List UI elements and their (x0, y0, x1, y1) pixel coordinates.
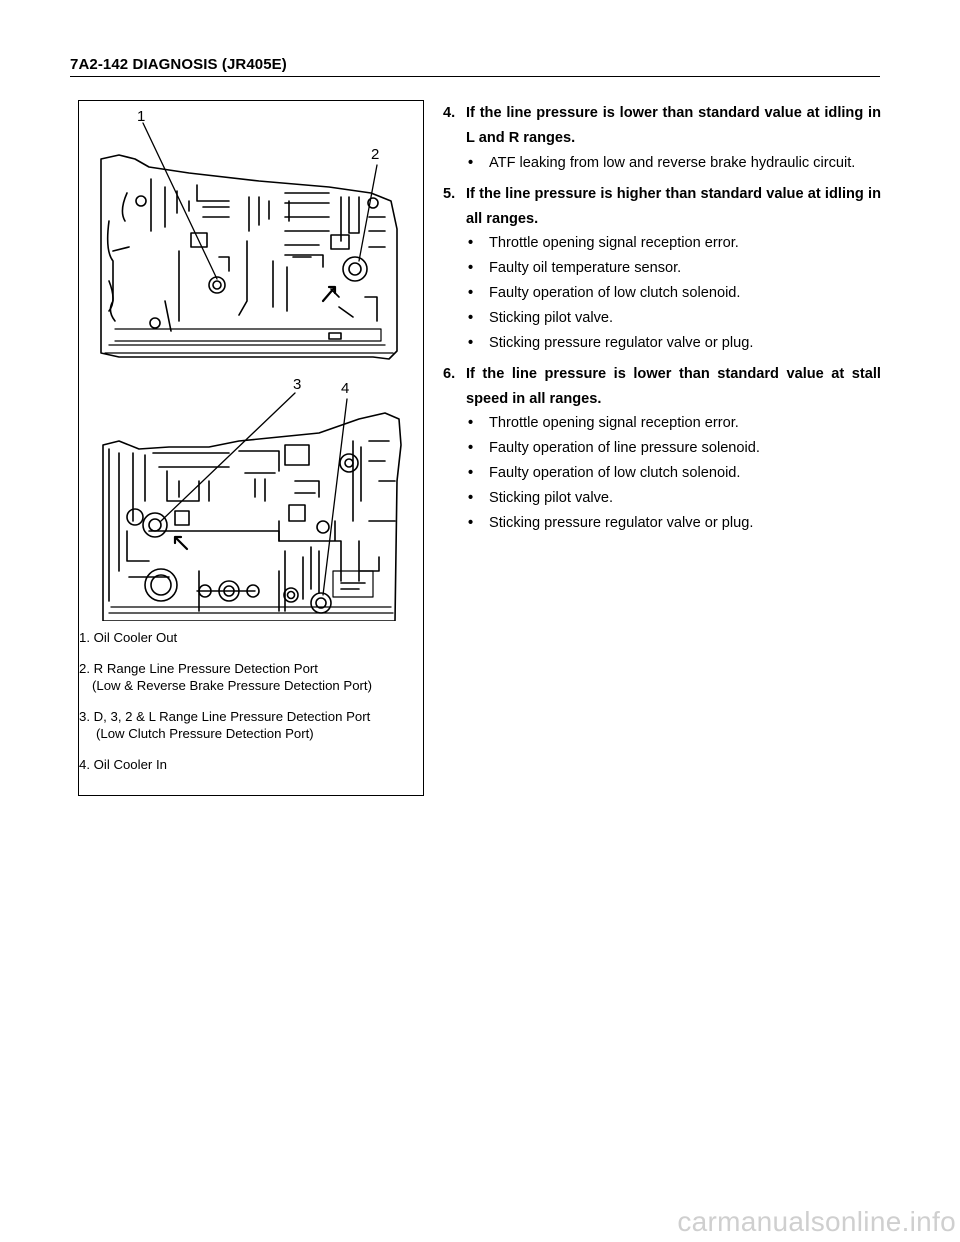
section-4-heading (443, 101, 881, 151)
list-item (466, 257, 881, 280)
legend-item-4-text: 4. Oil Cooler In (79, 757, 167, 772)
diagnosis-text-column (443, 101, 881, 542)
section-6 (443, 362, 881, 535)
list-item-text: ATF leaking from low and reverse brake hydraulic circuit. (489, 155, 856, 171)
bullet-icon: • (468, 415, 474, 431)
section-6-list (443, 412, 881, 535)
bullet-icon: • (468, 155, 474, 171)
header-divider (70, 76, 880, 77)
section-5-list (443, 232, 881, 355)
transmission-diagram (79, 101, 423, 621)
list-item (466, 151, 881, 175)
list-item-text: Sticking pressure regulator valve or plug. (489, 335, 754, 351)
leader-line-3 (161, 393, 295, 521)
legend-item-2 (79, 660, 419, 694)
page-header-title: 7A2-142 DIAGNOSIS (JR405E) (70, 56, 287, 73)
section-4-title: If the line pressure is lower than standard value at idling in L and R ranges. (466, 105, 881, 146)
callout-3: 3 (293, 376, 302, 393)
section-4-list (443, 151, 881, 175)
list-item (466, 332, 881, 355)
bullet-icon: • (468, 310, 474, 326)
callout-2: 2 (371, 146, 380, 163)
legend-item-1 (79, 629, 419, 646)
legend-item-4 (79, 756, 419, 773)
arrow-lower (175, 537, 187, 549)
list-item (466, 437, 881, 460)
list-item (466, 512, 881, 535)
leader-line-4 (323, 399, 347, 595)
list-item (466, 307, 881, 330)
section-5-title: If the line pressure is higher than standard value at idling in all ranges. (466, 186, 881, 227)
list-item-text: Faulty operation of line pressure solenoid. (489, 440, 760, 456)
list-item-text: Faulty operation of low clutch solenoid. (489, 465, 741, 481)
list-item-text: Throttle opening signal reception error. (489, 235, 739, 251)
list-item (466, 462, 881, 485)
bullet-icon: • (468, 235, 474, 251)
section-6-number: 6. (443, 366, 456, 382)
bullet-icon: • (468, 465, 474, 481)
list-item-text: Faulty operation of low clutch solenoid. (489, 285, 741, 301)
legend-item-3 (79, 708, 419, 742)
figure-panel (78, 100, 424, 796)
upper-base-rail (105, 345, 393, 353)
section-5-number: 5. (443, 186, 456, 202)
legend-item-2-text: 2. R Range Line Pressure Detection Port (79, 661, 318, 676)
section-4 (443, 101, 881, 175)
list-item (466, 232, 881, 255)
bullet-icon: • (468, 515, 474, 531)
bullet-icon: • (468, 440, 474, 456)
figure-legend (79, 629, 419, 787)
list-item (466, 487, 881, 510)
list-item (466, 412, 881, 435)
arrow-upper (323, 287, 335, 301)
bullet-icon: • (468, 260, 474, 276)
section-5 (443, 182, 881, 355)
section-5-heading (443, 182, 881, 232)
list-item (466, 282, 881, 305)
list-item-text: Sticking pressure regulator valve or plug. (489, 515, 754, 531)
list-item-text: Throttle opening signal reception error. (489, 415, 739, 431)
watermark-text: carmanualsonline.info (677, 1206, 956, 1237)
list-item-text: Sticking pilot valve. (489, 310, 614, 326)
callout-1: 1 (137, 108, 146, 125)
legend-item-1-text: 1. Oil Cooler Out (79, 630, 178, 645)
bullet-icon: • (468, 285, 474, 301)
legend-item-2-subtext: (Low & Reverse Brake Pressure Detection Port) (92, 678, 372, 693)
section-6-heading (443, 362, 881, 412)
section-6-title: If the line pressure is lower than standard value at stall speed in all ranges. (466, 366, 881, 407)
legend-item-3-text: 3. D, 3, 2 & L Range Line Pressure Detection Port (79, 709, 371, 724)
legend-item-3-subtext: (Low Clutch Pressure Detection Port) (96, 726, 314, 741)
list-item-text: Faulty oil temperature sensor. (489, 260, 682, 276)
list-item-text: Sticking pilot valve. (489, 490, 614, 506)
section-4-number: 4. (443, 105, 456, 121)
callout-4: 4 (341, 380, 350, 397)
bullet-icon: • (468, 335, 474, 351)
bullet-icon: • (468, 490, 474, 506)
